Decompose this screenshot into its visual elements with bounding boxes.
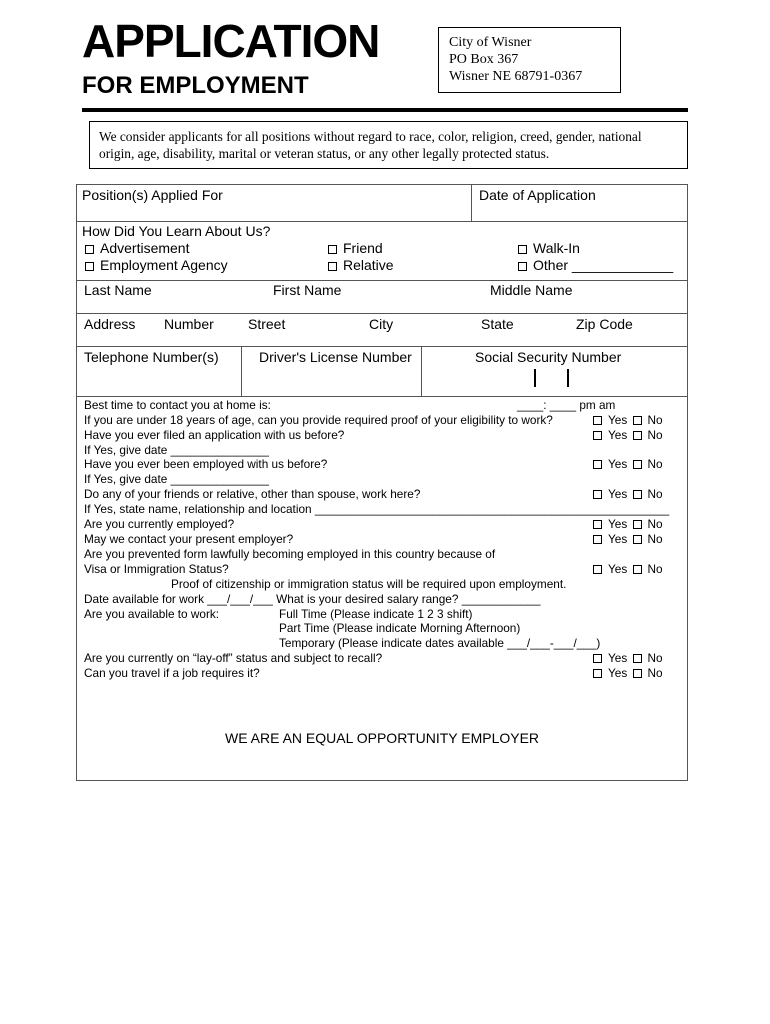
position-field[interactable]: Position(s) Applied For — [82, 187, 223, 203]
filed-before-question: Have you ever filed an application with us before? — [84, 428, 345, 442]
divider — [471, 184, 472, 221]
travel-question: Can you travel if a job requires it? — [84, 666, 260, 680]
checkbox[interactable] — [593, 490, 602, 499]
checkbox[interactable] — [518, 262, 527, 271]
yes-no-pair[interactable] — [593, 457, 663, 472]
no-label: No — [647, 562, 663, 576]
address-line-1: City of Wisner — [449, 35, 532, 50]
eeo-notice: We consider applicants for all positions without regard to race, color, religion, creed, gender, national origin, age, disability, marital or veteran status, or any other legally protected status. — [89, 121, 688, 169]
header-rule — [82, 108, 688, 112]
no-label: No — [647, 413, 663, 427]
give-date-line[interactable]: If Yes, give date _______________ — [84, 443, 269, 457]
checkbox[interactable] — [633, 490, 642, 499]
no-label: No — [647, 428, 663, 442]
yes-label: Yes — [608, 457, 628, 471]
divider — [241, 346, 242, 396]
divider — [76, 280, 688, 281]
other-option[interactable] — [518, 257, 673, 273]
checkbox[interactable] — [593, 460, 602, 469]
checkbox[interactable] — [518, 245, 527, 254]
checkbox[interactable] — [85, 262, 94, 271]
contact-employer-question: May we contact your present employer? — [84, 532, 294, 546]
eeo-footer: WE ARE AN EQUAL OPPORTUNITY EMPLOYER — [225, 730, 540, 746]
temporary-option[interactable]: Temporary (Please indicate dates available ___/___-___/___) — [279, 636, 601, 650]
yes-no-pair[interactable] — [593, 428, 663, 443]
checkbox[interactable] — [633, 535, 642, 544]
checkbox[interactable] — [633, 669, 642, 678]
checkbox[interactable] — [593, 654, 602, 663]
ssn-separator — [534, 369, 536, 387]
ssn-field[interactable]: Social Security Number — [475, 349, 622, 365]
zip-field[interactable]: Zip Code — [576, 316, 633, 332]
part-time-option[interactable]: Part Time (Please indicate Morning Afternoon) — [279, 621, 521, 635]
checkbox[interactable] — [633, 431, 642, 440]
no-label: No — [647, 651, 663, 665]
street-field[interactable]: Street — [248, 316, 286, 332]
advertisement-option[interactable] — [85, 240, 189, 256]
state-field[interactable]: State — [481, 316, 514, 332]
address-line-2: PO Box 367 — [449, 52, 519, 67]
yes-no-pair[interactable] — [593, 413, 663, 428]
checkbox[interactable] — [633, 565, 642, 574]
state-name-line[interactable]: If Yes, state name, relationship and location ______________________________________________________ — [84, 502, 670, 516]
yes-label: Yes — [608, 651, 628, 665]
checkbox[interactable] — [593, 520, 602, 529]
checkbox[interactable] — [633, 520, 642, 529]
best-time-question: Best time to contact you at home is: — [84, 398, 271, 412]
visa-question: Visa or Immigration Status? — [84, 562, 229, 576]
option-label: Advertisement — [100, 240, 190, 256]
date-available-question[interactable]: Date available for work ___/___/___ What is your desired salary range? ____________ — [84, 592, 541, 606]
relative-option[interactable] — [328, 257, 394, 273]
yes-label: Yes — [608, 413, 628, 427]
give-date-line[interactable]: If Yes, give date _______________ — [84, 472, 269, 486]
checkbox[interactable] — [633, 416, 642, 425]
form-title: APPLICATION — [82, 15, 380, 67]
option-label: Friend — [343, 240, 383, 256]
checkbox[interactable] — [593, 535, 602, 544]
checkbox[interactable] — [593, 565, 602, 574]
yes-no-pair[interactable] — [593, 532, 663, 547]
middle-name-field[interactable]: Middle Name — [490, 282, 573, 298]
yes-label: Yes — [608, 562, 628, 576]
currently-employed-question: Are you currently employed? — [84, 517, 235, 531]
no-label: No — [647, 666, 663, 680]
employment-agency-option[interactable] — [85, 257, 228, 273]
divider — [76, 313, 688, 314]
form-subtitle: FOR EMPLOYMENT — [82, 72, 309, 99]
yes-label: Yes — [608, 532, 628, 546]
address-line-3: Wisner NE 68791-0367 — [449, 69, 583, 84]
no-label: No — [647, 532, 663, 546]
address-label: Address — [84, 316, 136, 332]
walk-in-option[interactable] — [518, 240, 580, 256]
proof-note: Proof of citizenship or immigration status will be required upon employment. — [171, 577, 567, 591]
option-label: Other _____________ — [533, 257, 674, 273]
checkbox[interactable] — [328, 245, 337, 254]
city-field[interactable]: City — [369, 316, 394, 332]
yes-no-pair[interactable] — [593, 666, 663, 681]
option-label: Walk-In — [533, 240, 580, 256]
checkbox[interactable] — [633, 460, 642, 469]
yes-label: Yes — [608, 487, 628, 501]
checkbox[interactable] — [633, 654, 642, 663]
yes-label: Yes — [608, 428, 628, 442]
divider — [76, 221, 688, 222]
checkbox[interactable] — [328, 262, 337, 271]
divider — [421, 346, 422, 396]
yes-no-pair[interactable] — [593, 651, 663, 666]
friend-option[interactable] — [328, 240, 383, 256]
no-label: No — [647, 457, 663, 471]
divider — [76, 346, 688, 347]
layoff-question: Are you currently on “lay-off” status and subject to recall? — [84, 651, 383, 665]
yes-no-pair[interactable] — [593, 517, 663, 532]
checkbox[interactable] — [85, 245, 94, 254]
no-label: No — [647, 487, 663, 501]
number-field[interactable]: Number — [164, 316, 214, 332]
available-to-work-question: Are you available to work: — [84, 607, 220, 621]
address-box — [438, 27, 621, 93]
no-label: No — [647, 517, 663, 531]
checkbox[interactable] — [593, 416, 602, 425]
telephone-field[interactable]: Telephone Number(s) — [84, 349, 219, 365]
yes-no-pair[interactable] — [593, 562, 663, 577]
yes-label: Yes — [608, 517, 628, 531]
yes-no-pair[interactable] — [593, 487, 663, 502]
friends-work-question: Do any of your friends or relative, other than spouse, work here? — [84, 487, 421, 501]
how-learn-label: How Did You Learn About Us? — [82, 223, 271, 239]
date-application-field[interactable]: Date of Application — [479, 187, 596, 203]
checkbox[interactable] — [593, 431, 602, 440]
employed-before-question: Have you ever been employed with us before? — [84, 457, 328, 471]
full-time-option[interactable]: Full Time (Please indicate 1 2 3 shift) — [279, 607, 473, 621]
option-label: Relative — [343, 257, 394, 273]
yes-label: Yes — [608, 666, 628, 680]
divider — [76, 396, 688, 397]
first-name-field[interactable]: First Name — [273, 282, 342, 298]
last-name-field[interactable]: Last Name — [84, 282, 152, 298]
prevented-question: Are you prevented form lawfully becoming employed in this country because of — [84, 547, 496, 561]
ssn-separator — [567, 369, 569, 387]
option-label: Employment Agency — [100, 257, 228, 273]
checkbox[interactable] — [593, 669, 602, 678]
license-field[interactable]: Driver's License Number — [259, 349, 412, 365]
under18-question: If you are under 18 years of age, can you provide required proof of your eligibility to work? — [84, 413, 553, 427]
best-time-answer[interactable]: ____: ____ pm am — [517, 398, 616, 412]
